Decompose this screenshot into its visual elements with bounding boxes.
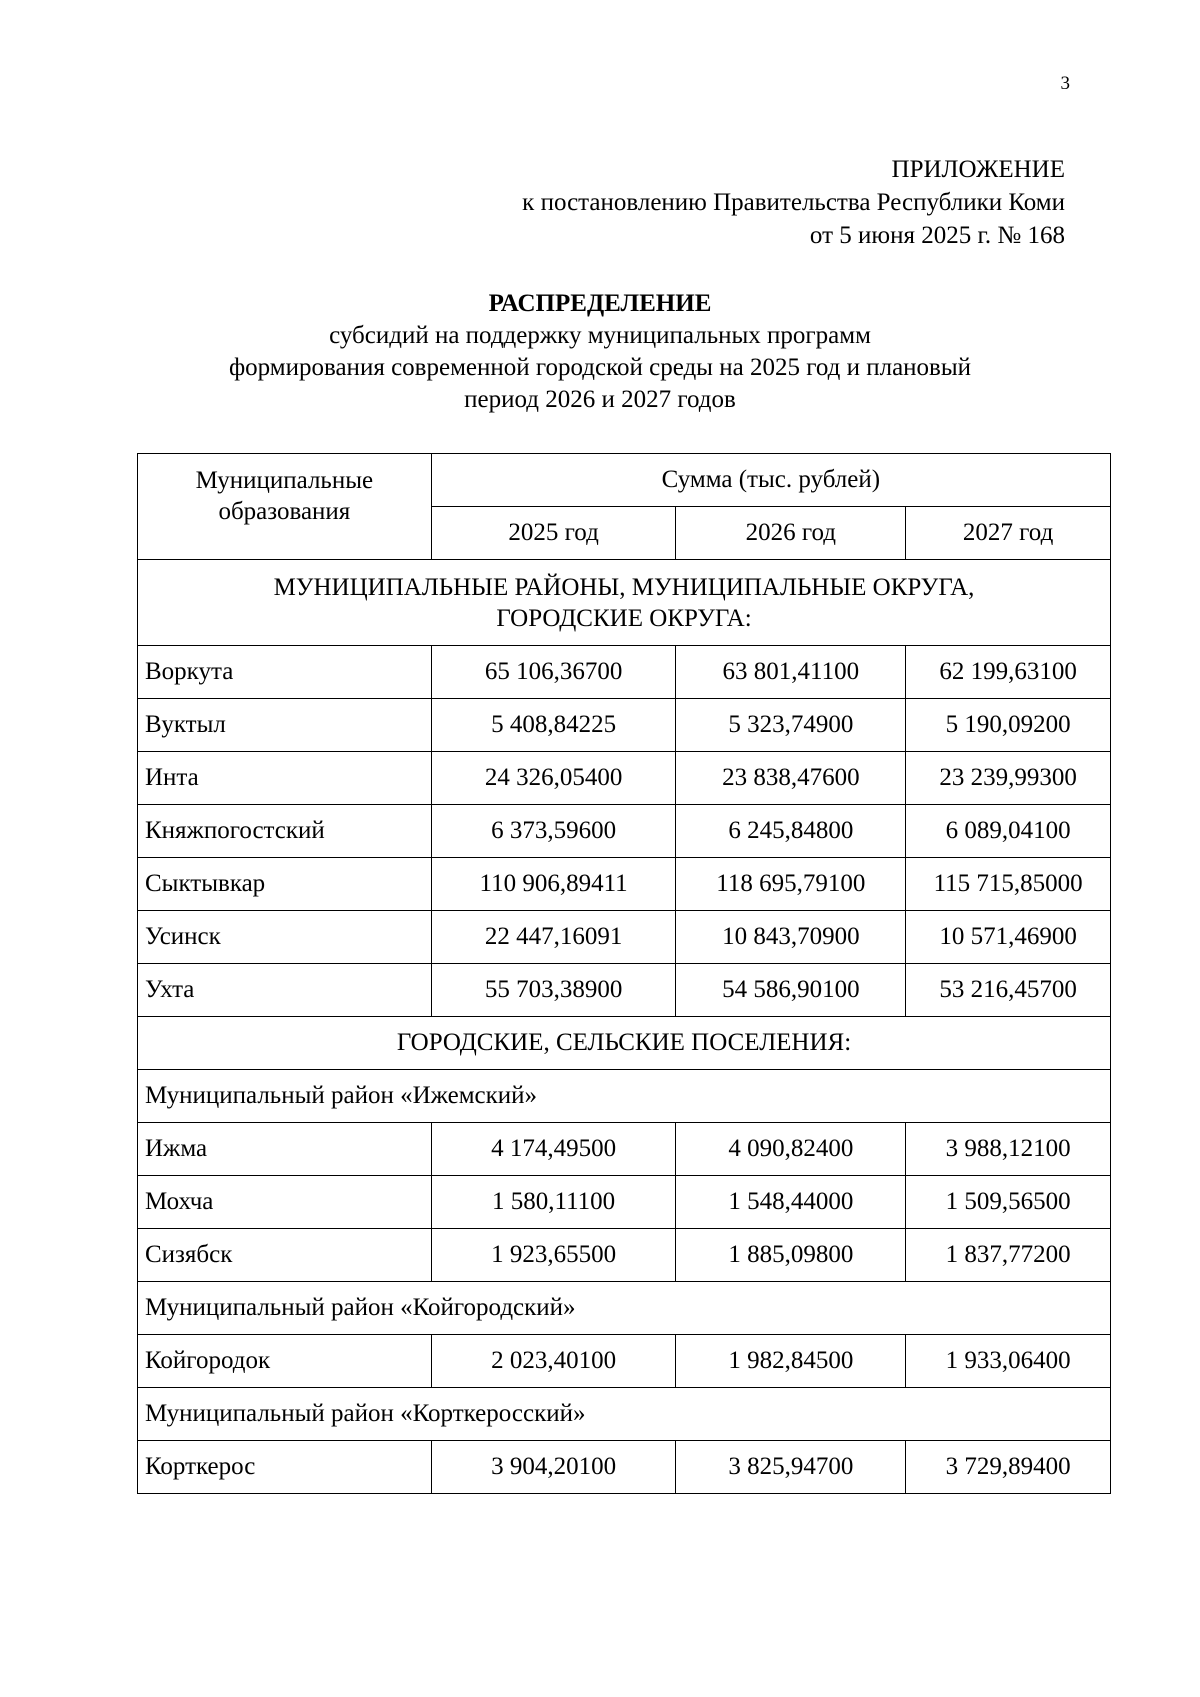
municipality-name: Вуктыл xyxy=(138,699,432,752)
municipality-name: Усинск xyxy=(138,911,432,964)
value-2027: 23 239,99300 xyxy=(906,752,1111,805)
value-2027: 3 988,12100 xyxy=(906,1123,1111,1176)
header-municipalities-line-1: Муниципальные xyxy=(195,467,374,494)
header-municipalities xyxy=(138,454,432,560)
value-2026: 23 838,47600 xyxy=(676,752,906,805)
table-row xyxy=(138,1229,1111,1282)
document-title xyxy=(0,288,1200,416)
page-number: 3 xyxy=(1060,73,1070,94)
title-heading: РАСПРЕДЕЛЕНИЕ xyxy=(488,290,712,317)
table-row xyxy=(138,1441,1111,1494)
table-row xyxy=(138,699,1111,752)
value-2025: 3 904,20100 xyxy=(431,1441,676,1494)
district-izhemsky: Муниципальный район «Ижемский» xyxy=(138,1070,1111,1123)
value-2027: 62 199,63100 xyxy=(906,646,1111,699)
value-2025: 55 703,38900 xyxy=(431,964,676,1017)
municipality-name: Мохча xyxy=(138,1176,432,1229)
value-2026: 118 695,79100 xyxy=(676,858,906,911)
header-sum: Сумма (тыс. рублей) xyxy=(431,454,1110,507)
value-2025: 2 023,40100 xyxy=(431,1335,676,1388)
section-row-districts xyxy=(138,560,1111,646)
value-2026: 5 323,74900 xyxy=(676,699,906,752)
municipality-name: Инта xyxy=(138,752,432,805)
table-row xyxy=(138,858,1111,911)
section-districts-line-1: МУНИЦИПАЛЬНЫЕ РАЙОНЫ, МУНИЦИПАЛЬНЫЕ ОКРУГА, xyxy=(273,573,975,601)
value-2027: 3 729,89400 xyxy=(906,1441,1111,1494)
header-municipalities-line-2: образования xyxy=(218,498,351,525)
header-year-2027: 2027 год xyxy=(906,507,1111,560)
value-2026: 63 801,41100 xyxy=(676,646,906,699)
value-2027: 115 715,85000 xyxy=(906,858,1111,911)
value-2026: 1 982,84500 xyxy=(676,1335,906,1388)
value-2025: 110 906,89411 xyxy=(431,858,676,911)
header-year-2025: 2025 год xyxy=(431,507,676,560)
distribution-table xyxy=(137,453,1111,1494)
value-2026: 3 825,94700 xyxy=(676,1441,906,1494)
table-row xyxy=(138,1335,1111,1388)
municipality-name: Сизябск xyxy=(138,1229,432,1282)
table-row xyxy=(138,1176,1111,1229)
district-row-kortkerossky xyxy=(138,1388,1111,1441)
district-row-koygorodsky xyxy=(138,1282,1111,1335)
municipality-name: Койгородок xyxy=(138,1335,432,1388)
value-2027: 10 571,46900 xyxy=(906,911,1111,964)
municipality-name: Воркута xyxy=(138,646,432,699)
table-header-row xyxy=(138,454,1111,507)
district-kortkerossky: Муниципальный район «Корткеросский» xyxy=(138,1388,1111,1441)
appendix-label: ПРИЛОЖЕНИЕ xyxy=(891,156,1065,183)
value-2027: 1 933,06400 xyxy=(906,1335,1111,1388)
value-2026: 4 090,82400 xyxy=(676,1123,906,1176)
header-year-2026: 2026 год xyxy=(676,507,906,560)
value-2027: 1 837,77200 xyxy=(906,1229,1111,1282)
section-settlements: ГОРОДСКИЕ, СЕЛЬСКИЕ ПОСЕЛЕНИЯ: xyxy=(138,1017,1111,1070)
district-koygorodsky: Муниципальный район «Койгородский» xyxy=(138,1282,1111,1335)
table-row xyxy=(138,646,1111,699)
value-2025: 6 373,59600 xyxy=(431,805,676,858)
table-row xyxy=(138,911,1111,964)
section-districts xyxy=(138,560,1111,646)
appendix-header xyxy=(522,153,1065,252)
table-row xyxy=(138,752,1111,805)
value-2025: 4 174,49500 xyxy=(431,1123,676,1176)
municipality-name: Ухта xyxy=(138,964,432,1017)
value-2026: 54 586,90100 xyxy=(676,964,906,1017)
value-2026: 6 245,84800 xyxy=(676,805,906,858)
value-2025: 24 326,05400 xyxy=(431,752,676,805)
table-row xyxy=(138,1123,1111,1176)
value-2025: 1 923,65500 xyxy=(431,1229,676,1282)
value-2025: 22 447,16091 xyxy=(431,911,676,964)
value-2025: 1 580,11100 xyxy=(431,1176,676,1229)
value-2026: 1 548,44000 xyxy=(676,1176,906,1229)
title-line-3: период 2026 и 2027 годов xyxy=(464,386,736,413)
value-2026: 1 885,09800 xyxy=(676,1229,906,1282)
appendix-decree: к постановлению Правительства Республики Коми xyxy=(522,189,1065,216)
value-2027: 1 509,56500 xyxy=(906,1176,1111,1229)
table-row xyxy=(138,805,1111,858)
municipality-name: Ижма xyxy=(138,1123,432,1176)
section-districts-line-2: ГОРОДСКИЕ ОКРУГА: xyxy=(496,604,752,632)
section-row-settlements xyxy=(138,1017,1111,1070)
municipality-name: Корткерос xyxy=(138,1441,432,1494)
value-2027: 6 089,04100 xyxy=(906,805,1111,858)
value-2025: 5 408,84225 xyxy=(431,699,676,752)
district-row-izhemsky xyxy=(138,1070,1111,1123)
value-2027: 5 190,09200 xyxy=(906,699,1111,752)
municipality-name: Княжпогостский xyxy=(138,805,432,858)
title-line-1: субсидий на поддержку муниципальных программ xyxy=(329,322,871,349)
value-2025: 65 106,36700 xyxy=(431,646,676,699)
appendix-date: от 5 июня 2025 г. № 168 xyxy=(809,222,1065,249)
table-row xyxy=(138,964,1111,1017)
value-2026: 10 843,70900 xyxy=(676,911,906,964)
title-line-2: формирования современной городской среды на 2025 год и плановый xyxy=(228,354,972,381)
value-2027: 53 216,45700 xyxy=(906,964,1111,1017)
municipality-name: Сыктывкар xyxy=(138,858,432,911)
